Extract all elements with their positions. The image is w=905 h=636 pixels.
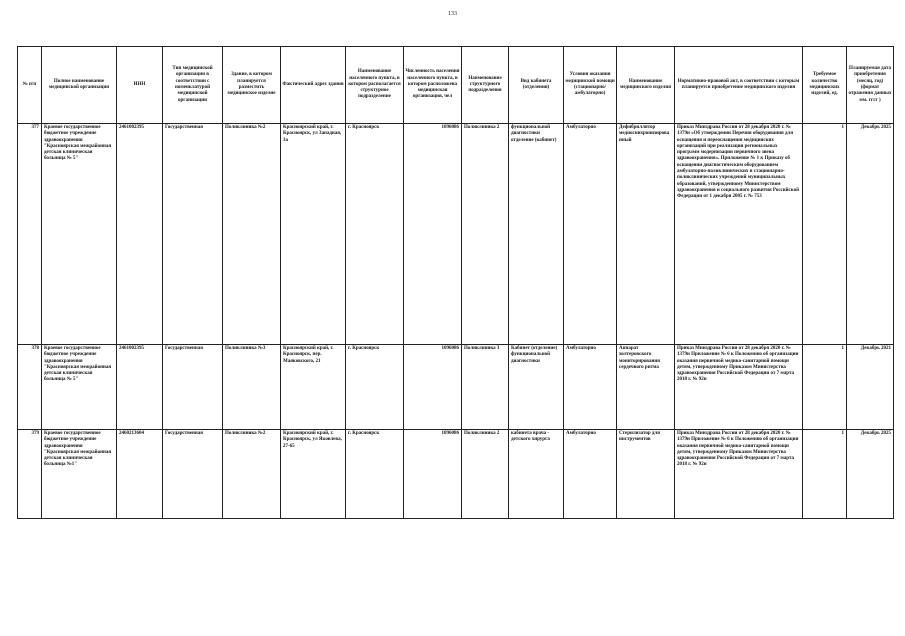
row-type: Государственная: [163, 430, 223, 519]
row-qty: 1: [803, 124, 847, 345]
row-locality: г. Красноярск: [346, 124, 404, 345]
col-type-header: Тип медицинской организации в соответствии с номенклатурой медицинской организации: [163, 47, 223, 124]
col-building-header: Здание, в котором планируется разместить медицинское изделие: [223, 47, 281, 124]
table-row: [18, 430, 894, 519]
row-type: Государственная: [163, 345, 223, 430]
row-address: Красноярский край, г. Красноярск, ул Западная, 3а: [281, 124, 346, 345]
row-org: Краевое государственное бюджетное учреждение здравоохранения "Красноярская межрайонная детская клиническая больница № 5": [42, 345, 117, 430]
row-org: Краевое государственное бюджетное учреждение здравоохранения "Красноярская межрайонная детская клиническая больница №1": [42, 430, 117, 519]
col-unit-header: Наименование структурного подразделения: [462, 47, 509, 124]
row-locality: г. Красноярск: [346, 430, 404, 519]
row-qty: 1: [803, 345, 847, 430]
row-address: Красноярский край, г. Красноярск, пер. Маяковского, 21: [281, 345, 346, 430]
row-device: Аппарат холтеровского мониторирования сердечного ритма: [617, 345, 675, 430]
row-org: Краевое государственное бюджетное учреждение здравоохранения "Красноярская межрайонная детская клиническая больница № 5": [42, 124, 117, 345]
row-cabinet: Кабинет (отделение) функциональной диагностики: [509, 345, 564, 430]
row-unit: Поликлиника 2: [462, 124, 509, 345]
row-num: 378: [18, 345, 42, 430]
row-inn: 2460213604: [117, 430, 163, 519]
row-qty: 1: [803, 430, 847, 519]
row-unit: Поликлиника 2: [462, 430, 509, 519]
row-num: 379: [18, 430, 42, 519]
row-device: Дефибриллятор медиоснихронизированный: [617, 124, 675, 345]
row-act: Приказ Минздрава России от 28 декабря 2020 г. № 1379н Приложение № 6 к Положению об организации оказания первичной медико-санитарной помощи детям, утвержденному Приказом Министерства здравоохранения Российской Федерации от 7 марта 2018 г. № 92н: [675, 430, 803, 519]
col-qty-header: Требуемое количество медицинских изделий, ед.: [803, 47, 847, 124]
col-device-header: Наименование медицинского изделия: [617, 47, 675, 124]
row-building: Поликлиника №2: [223, 430, 281, 519]
row-date: Декабрь 2025: [847, 430, 894, 519]
col-population-header: Численность населения населенного пункта, в котором расположена медицинская организация, чел: [404, 47, 462, 124]
row-population: 1096086: [404, 430, 462, 519]
device-table: [17, 46, 894, 519]
header-row: [18, 47, 894, 124]
row-date: Декабрь 2021: [847, 345, 894, 430]
row-type: Государственная: [163, 124, 223, 345]
row-cabinet: кабинета врача - детского хирурга: [509, 430, 564, 519]
row-device: Стерилизатор для инструментов: [617, 430, 675, 519]
col-address-header: Фактический адрес здания: [281, 47, 346, 124]
col-org-header: Полное наименование медицинской организации: [42, 47, 117, 124]
row-conditions: Амбулаторно: [564, 430, 617, 519]
row-act: Приказ Минздрава России от 28 декабря 2020 г. № 1379н «Об утверждении Перечня оборудования для оснащения и переоснащения медицинских организаций при реализации региональных программ модернизации первичного звена здравоохранения». Приложение № 1 к Приказу об оснащении диагностическим оборудованием амбулаторно-поликлинических и стационарно-поликлинических учреждений муниципальных образований, утвержденному Министерством здравоохранения и социального развития Российской Федерации от 1 декабря 2005 г. № 753: [675, 124, 803, 345]
row-building: Поликлиника №3: [223, 345, 281, 430]
row-unit: Поликлиника 3: [462, 345, 509, 430]
row-num: 377: [18, 124, 42, 345]
row-act: Приказ Минздрава России от 28 декабря 2020 г. № 1379н Приложение № 6 к Положению об организации оказания первичной медико-санитарной помощи детям, утвержденному Приказом Министерства здравоохранения Российской Федерации от 7 марта 2018 г. № 92н: [675, 345, 803, 430]
row-building: Поликлиника №2: [223, 124, 281, 345]
row-conditions: Амбулаторно: [564, 124, 617, 345]
row-population: 1096086: [404, 345, 462, 430]
page-number: 133: [448, 11, 457, 17]
row-cabinet: функциональной диагностики отделение (кабинет): [509, 124, 564, 345]
col-inn-header: ИНН: [117, 47, 163, 124]
row-inn: 2461002395: [117, 345, 163, 430]
row-inn: 2461002395: [117, 124, 163, 345]
row-locality: г. Красноярск: [346, 345, 404, 430]
row-address: Красноярский край, г. Красноярск, ул Яковлева, 27-65: [281, 430, 346, 519]
col-locality-header: Наименование населенного пункта, в котором располагается структурное подразделение: [346, 47, 404, 124]
row-conditions: Амбулаторно: [564, 345, 617, 430]
table-row: [18, 124, 894, 345]
col-act-header: Нормативно-правовой акт, в соответствии с которым планируется приобретение медицинского изделия: [675, 47, 803, 124]
col-conditions-header: Условия оказания медицинской помощи (стационарно/ амбулаторно): [564, 47, 617, 124]
row-population: 1096086: [404, 124, 462, 345]
row-date: Декабрь 2025: [847, 124, 894, 345]
col-cabinet-header: Вид кабинета (отделения): [509, 47, 564, 124]
table-row: [18, 345, 894, 430]
col-num-header: № п/п: [18, 47, 42, 124]
col-date-header: Планируемая дата приобретения (месяц, год) (формат отражения данных мм. гггг ): [847, 47, 894, 124]
